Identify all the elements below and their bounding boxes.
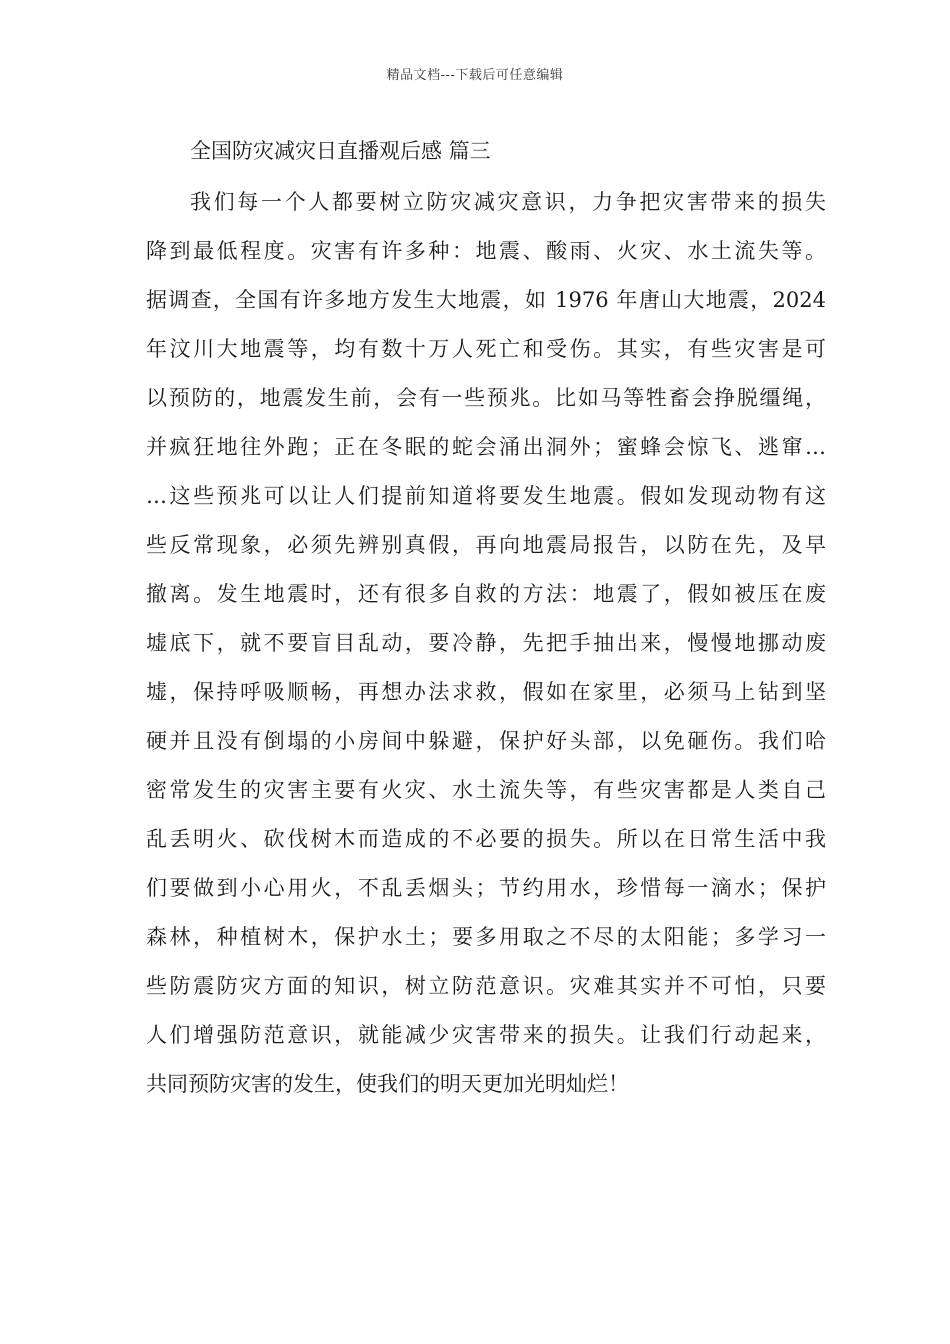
body-line: 我们每一个人都要树立防灾减灾意识，力争把灾害带来的损失 [190, 190, 826, 214]
body-line: …这些预兆可以让人们提前知道将要发生地震。假如发现动物有这 [146, 484, 826, 508]
body-line: 硬并且没有倒塌的小房间中躲避，保护好头部，以免砸伤。我们哈 [146, 729, 826, 753]
body-line: 并疯狂地往外跑；正在冬眠的蛇会涌出洞外；蜜蜂会惊飞、逃窜… [146, 435, 826, 459]
body-line: 撤离。发生地震时，还有很多自救的方法：地震了，假如被压在废 [146, 582, 826, 606]
body-line: 们要做到小心用火，不乱丢烟头；节约用水，珍惜每一滴水；保护 [146, 876, 826, 900]
body-line: 以预防的，地震发生前，会有一些预兆。比如马等牲畜会挣脱缰绳， [146, 386, 826, 410]
body-line: 密常发生的灾害主要有火灾、水土流失等，有些灾害都是人类自己 [146, 778, 826, 802]
body-line: 年汶川大地震等，均有数十万人死亡和受伤。其实，有些灾害是可 [146, 337, 826, 361]
body-line: 墟，保持呼吸顺畅，再想办法求救，假如在家里，必须马上钻到坚 [146, 680, 826, 704]
body-line: 降到最低程度。灾害有许多种：地震、酸雨、火灾、水土流失等。 [146, 239, 826, 263]
body-line: 乱丢明火、砍伐树木而造成的不必要的损失。所以在日常生活中我 [146, 827, 826, 851]
body-line: 些反常现象，必须先辨别真假，再向地震局报告，以防在先，及早 [146, 533, 826, 557]
body-line: 人们增强防范意识，就能减少灾害带来的损失。让我们行动起来， [146, 1023, 826, 1047]
body-line: 些防震防灾方面的知识，树立防范意识。灾难其实并不可怕，只要 [146, 974, 826, 998]
header-note: 精品文档---下载后可任意编辑 [386, 68, 564, 83]
body-line: 共同预防灾害的发生，使我们的明天更加光明灿烂！ [146, 1072, 629, 1096]
document-title: 全国防灾减灾日直播观后感 篇三 [190, 139, 491, 163]
body-line: 森林，种植树木，保护水土；要多用取之不尽的太阳能；多学习一 [146, 925, 826, 949]
body-line: 墟底下，就不要盲目乱动，要冷静，先把手抽出来，慢慢地挪动废 [146, 631, 826, 655]
body-line: 据调查，全国有许多地方发生大地震，如 1976 年唐山大地震，2024 [146, 288, 826, 312]
document-body [146, 178, 826, 1109]
